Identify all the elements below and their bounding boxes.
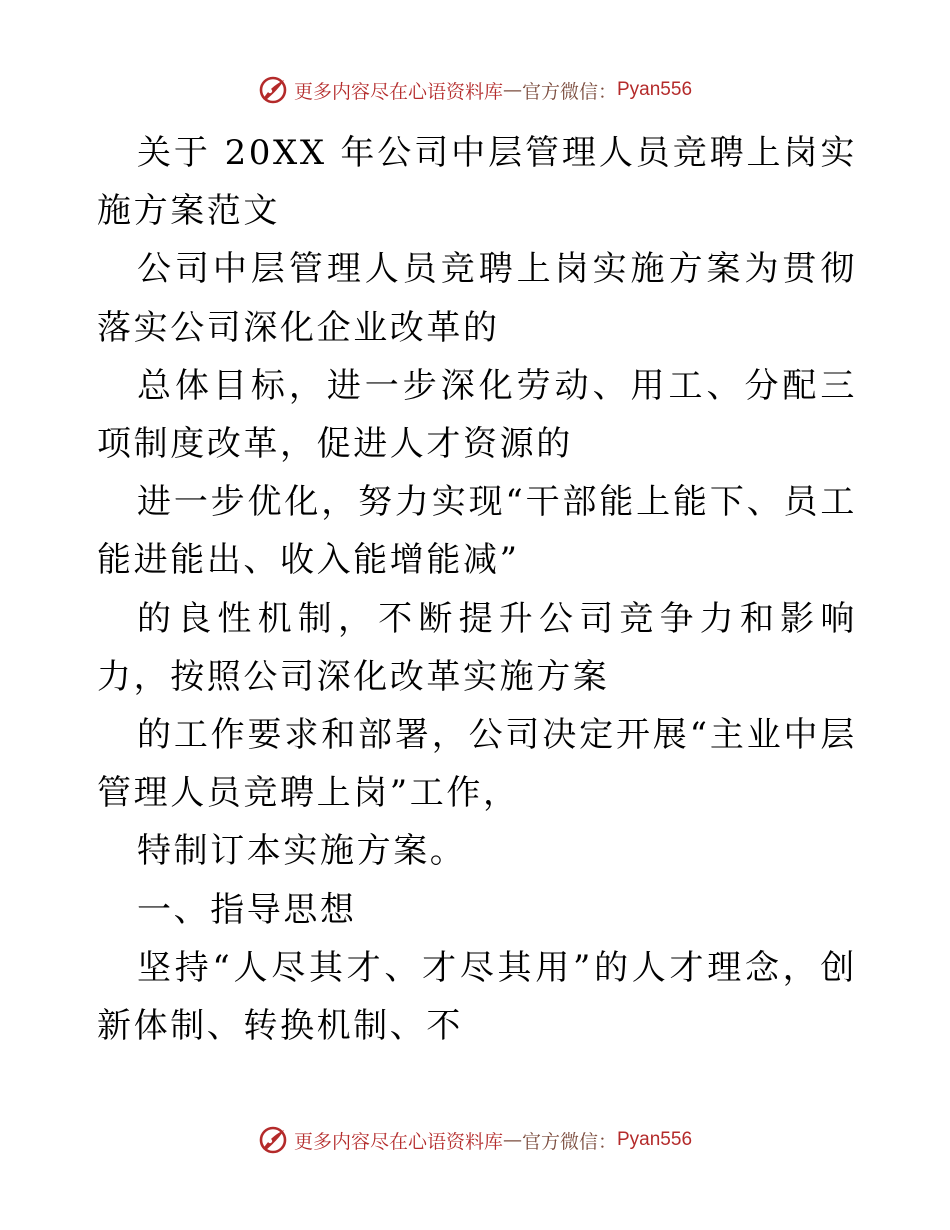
- banner-separator: —: [502, 1129, 522, 1151]
- paragraph: 的良性机制，不断提升公司竞争力和影响力，按照公司深化改革实施方案: [97, 598, 857, 697]
- section-heading: 一、指导思想: [137, 889, 357, 930]
- document-title: 关于 20XX 年公司中层管理人员竞聘上岗实施方案范文: [97, 133, 857, 232]
- header-banner: [0, 72, 950, 108]
- banner-contact-id: Pyan556: [617, 1129, 693, 1150]
- document-body: [97, 124, 857, 1055]
- paragraph: 进一步优化，努力实现“干部能上能下、员工能进能出、收入能增能减”: [97, 482, 857, 581]
- paragraph: 的工作要求和部署，公司决定开展“主业中层管理人员竞聘上岗”工作，: [97, 715, 857, 814]
- pen-logo-icon: [258, 1125, 288, 1155]
- banner-contact-label: 官方微信：: [521, 80, 617, 103]
- banner-site-text: 更多内容尽在心语资料库: [293, 80, 503, 103]
- paragraph: 公司中层管理人员竞聘上岗实施方案为贯彻落实公司深化企业改革的: [97, 249, 857, 348]
- banner-contact-label: 官方微信：: [521, 1130, 617, 1153]
- banner-site-text: 更多内容尽在心语资料库: [293, 1130, 503, 1153]
- paragraph: 特制订本实施方案。: [137, 831, 467, 872]
- pen-logo-icon: [258, 75, 288, 105]
- banner-contact-id: Pyan556: [617, 79, 693, 100]
- paragraph: 总体目标，进一步深化劳动、用工、分配三项制度改革，促进人才资源的: [97, 365, 857, 465]
- banner-separator: —: [502, 79, 522, 101]
- paragraph: 坚持“人尽其才、才尽其用”的人才理念，创新体制、转换机制、不: [97, 947, 857, 1047]
- footer-banner: [0, 1122, 950, 1158]
